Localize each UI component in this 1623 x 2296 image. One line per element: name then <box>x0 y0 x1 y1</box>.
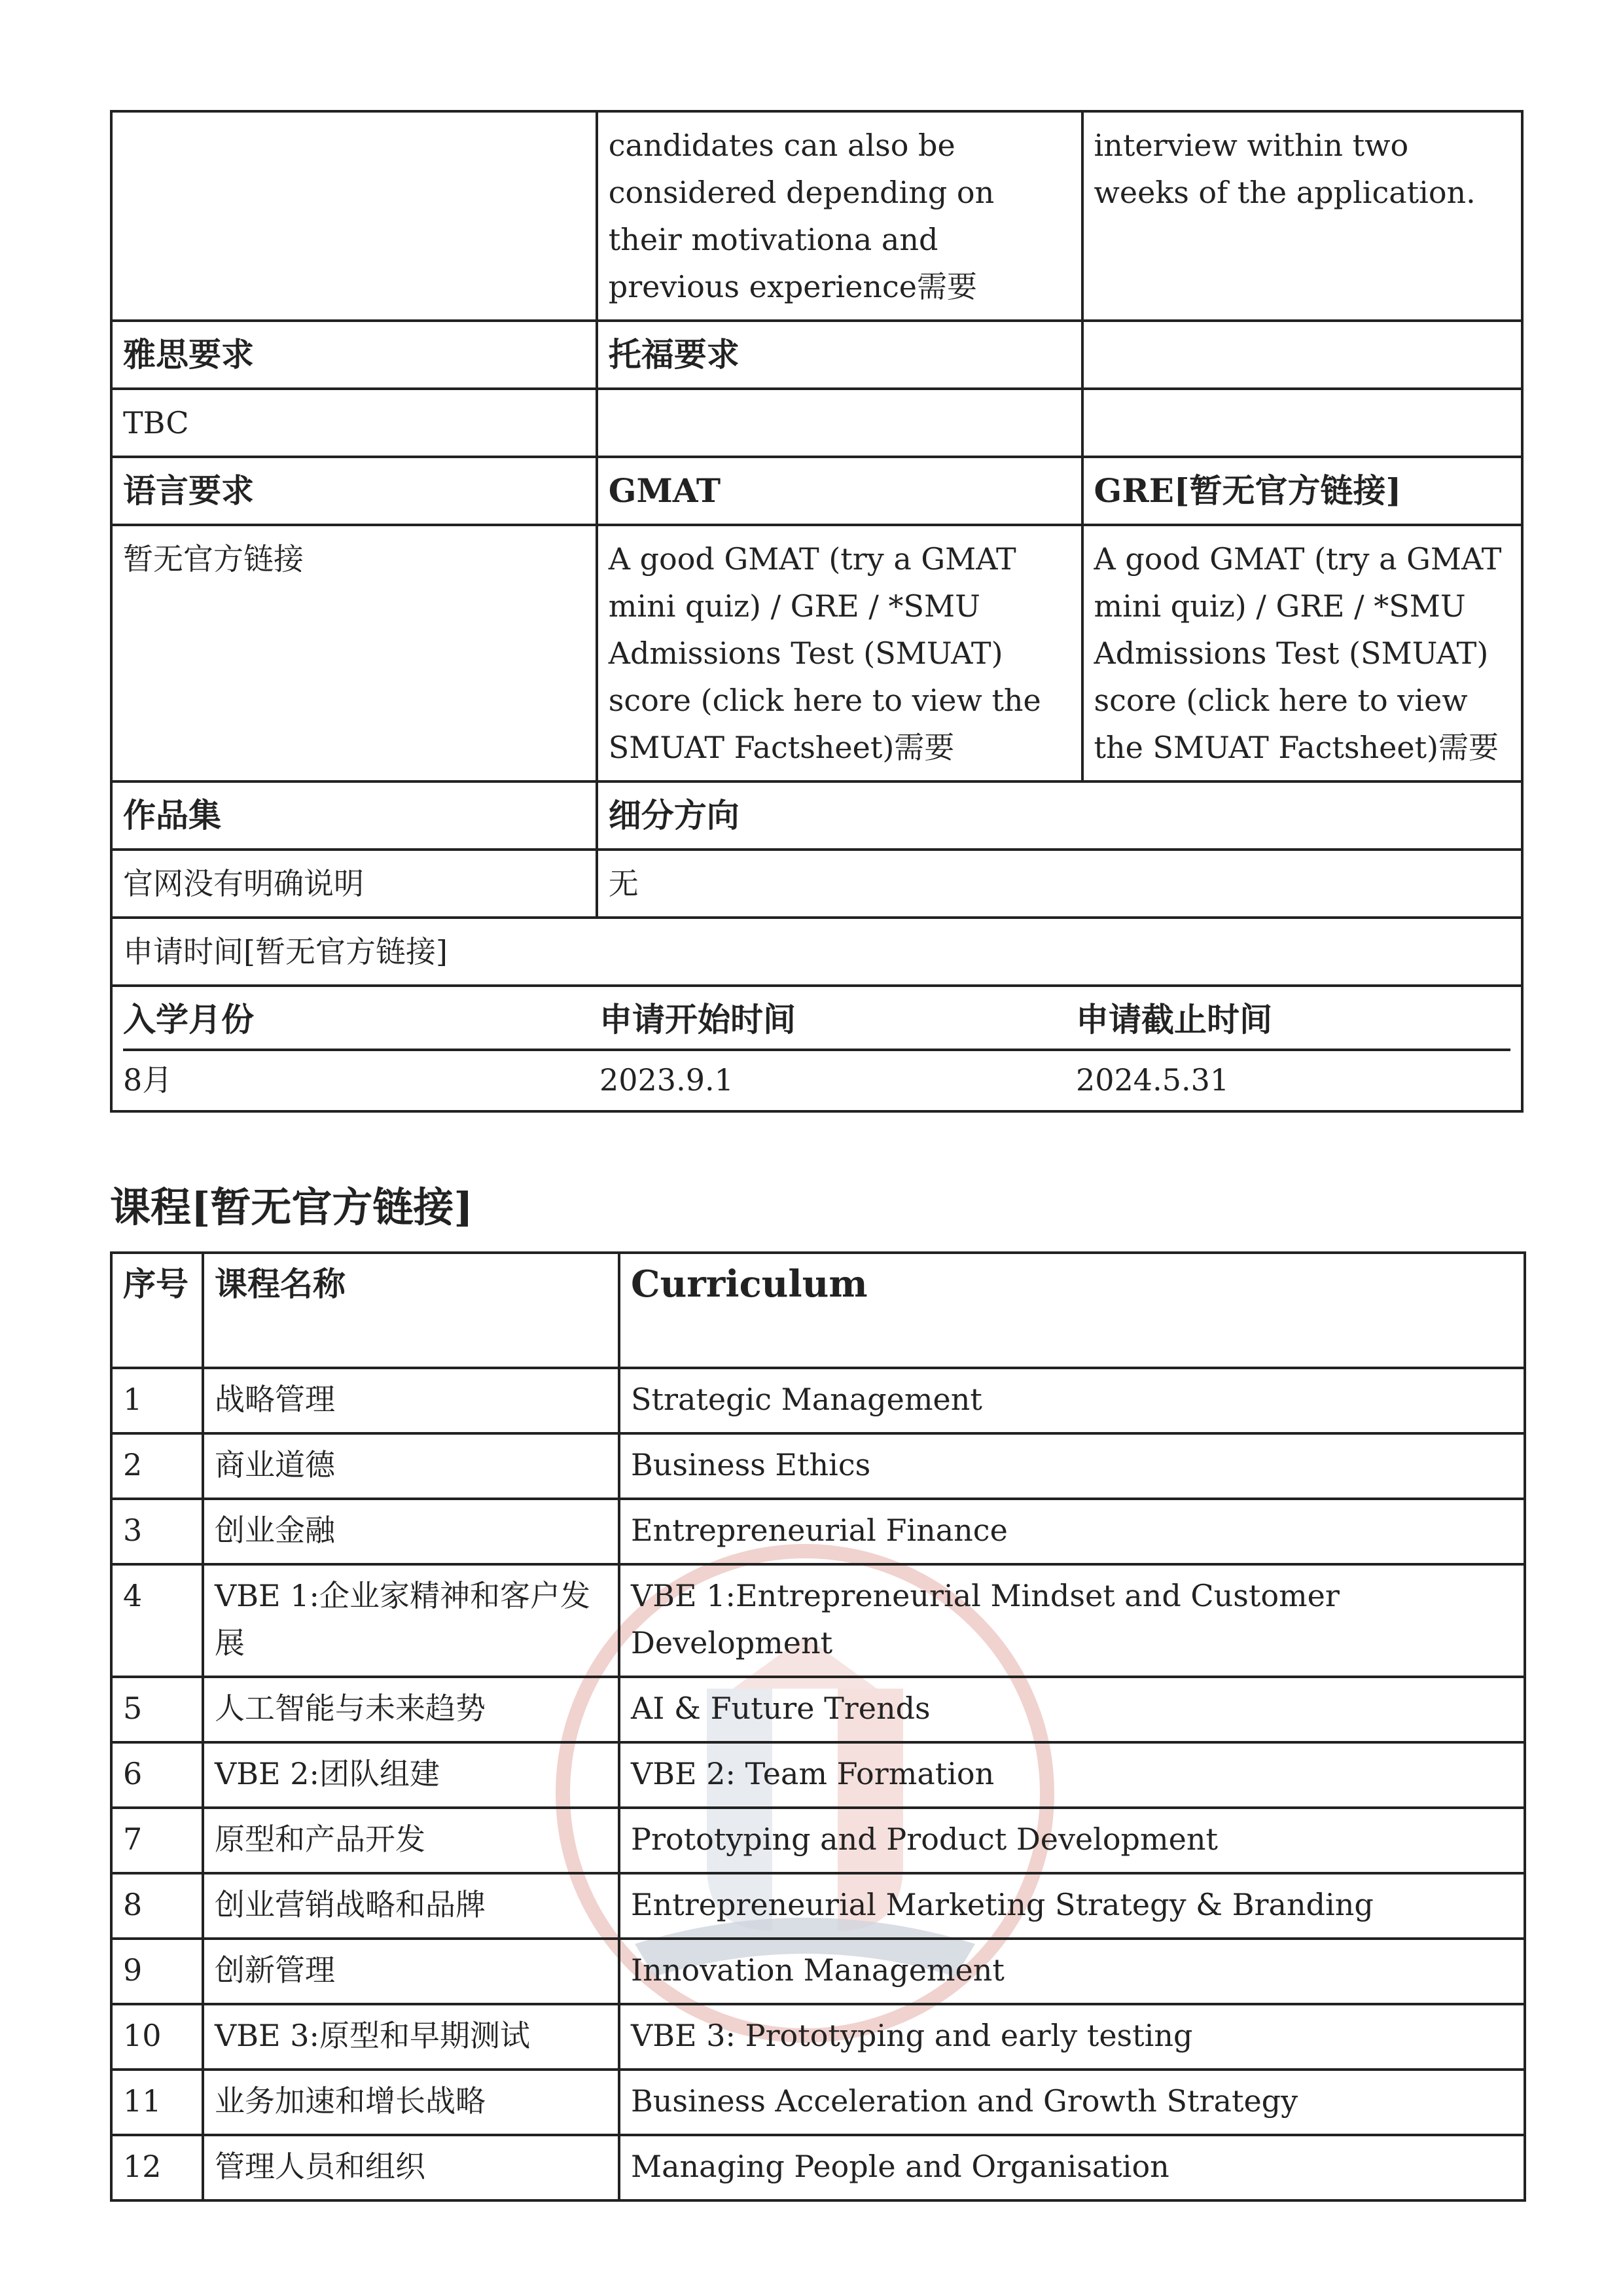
language-header: 语言要求 <box>111 457 597 525</box>
course-no-cell: 2 <box>111 1433 203 1499</box>
table-row <box>111 1368 1525 1433</box>
table-header-row <box>111 1253 1525 1368</box>
portfolio-header: 作品集 <box>111 781 597 850</box>
course-no-cell: 8 <box>111 1873 203 1939</box>
course-curriculum-cell: Business Ethics <box>619 1433 1525 1499</box>
ielts-header: 雅思要求 <box>111 321 597 389</box>
empty-cell <box>597 389 1082 457</box>
course-name-cell: 原型和产品开发 <box>203 1808 619 1873</box>
course-name-cell: 创新管理 <box>203 1939 619 2004</box>
course-name-cell: VBE 2:团队组建 <box>203 1742 619 1808</box>
table-row <box>111 1499 1525 1564</box>
table-row <box>111 918 1522 986</box>
curriculum-header: Curriculum <box>619 1253 1525 1368</box>
table-row <box>111 1564 1525 1677</box>
course-name-cell: 商业道德 <box>203 1433 619 1499</box>
course-curriculum-cell: Strategic Management <box>619 1368 1525 1433</box>
course-name-cell: 管理人员和组织 <box>203 2135 619 2200</box>
table-row <box>111 2135 1525 2200</box>
course-curriculum-cell: Entrepreneurial Finance <box>619 1499 1525 1564</box>
gre-value: A good GMAT (try a GMAT mini quiz) / GRE / *SMU Admissions Test (SMUAT) score (click here to view the SMUAT Factsheet)需要 <box>1082 525 1523 781</box>
course-no-cell: 6 <box>111 1742 203 1808</box>
course-no-cell: 10 <box>111 2004 203 2070</box>
dates-header-row <box>123 987 1510 1051</box>
course-name-cell: 业务加速和增长战略 <box>203 2070 619 2135</box>
application-time-title: 申请时间[暂无官方链接] <box>111 918 1522 986</box>
table-row <box>111 389 1522 457</box>
ielts-value: TBC <box>111 389 597 457</box>
course-curriculum-cell: AI & Future Trends <box>619 1677 1525 1742</box>
course-no-cell: 7 <box>111 1808 203 1873</box>
name-header: 课程名称 <box>203 1253 619 1368</box>
course-name-cell: 战略管理 <box>203 1368 619 1433</box>
course-curriculum-cell: Prototyping and Product Development <box>619 1808 1525 1873</box>
course-no-cell: 3 <box>111 1499 203 1564</box>
course-name-cell: VBE 3:原型和早期测试 <box>203 2004 619 2070</box>
table-row <box>111 1873 1525 1939</box>
course-no-cell: 9 <box>111 1939 203 2004</box>
table-row <box>111 457 1522 525</box>
table-row <box>111 111 1522 321</box>
courses-title: 课程[暂无官方链接] <box>110 1183 473 1231</box>
intake-value: 8月 <box>123 1062 173 1098</box>
gmat-header: GMAT <box>597 457 1082 525</box>
start-header: 申请开始时间 <box>599 1000 796 1039</box>
dates-value-row <box>113 1051 1521 1110</box>
portfolio-value: 官网没有明确说明 <box>111 850 597 918</box>
course-name-cell: 创业金融 <box>203 1499 619 1564</box>
course-curriculum-cell: Entrepreneurial Marketing Strategy & Branding <box>619 1873 1525 1939</box>
application-dates-cell <box>111 986 1522 1111</box>
table-row <box>111 2070 1525 2135</box>
intake-header: 入学月份 <box>123 1000 254 1039</box>
requirements-cell: candidates can also be considered depending on their motivationa and previous experience需要 <box>597 111 1082 321</box>
no-header: 序号 <box>111 1253 203 1368</box>
course-no-cell: 1 <box>111 1368 203 1433</box>
deadline-value: 2024.5.31 <box>1076 1062 1230 1098</box>
course-name-cell: 人工智能与未来趋势 <box>203 1677 619 1742</box>
empty-cell <box>1082 389 1523 457</box>
direction-header: 细分方向 <box>597 781 1522 850</box>
table-row <box>111 986 1522 1111</box>
requirements-cell: interview within two weeks of the application. <box>1082 111 1523 321</box>
table-row <box>111 781 1522 850</box>
course-curriculum-cell: VBE 1:Entrepreneurial Mindset and Customer Development <box>619 1564 1525 1677</box>
table-row <box>111 850 1522 918</box>
course-name-cell: VBE 1:企业家精神和客户发展 <box>203 1564 619 1677</box>
course-name-cell: 创业营销战略和品牌 <box>203 1873 619 1939</box>
course-curriculum-cell: VBE 2: Team Formation <box>619 1742 1525 1808</box>
course-no-cell: 12 <box>111 2135 203 2200</box>
course-curriculum-cell: Business Acceleration and Growth Strategy <box>619 2070 1525 2135</box>
table-row <box>111 1433 1525 1499</box>
table-row <box>111 1808 1525 1873</box>
table-row <box>111 1742 1525 1808</box>
course-curriculum-cell: Innovation Management <box>619 1939 1525 2004</box>
requirements-table <box>110 110 1524 1113</box>
course-no-cell: 5 <box>111 1677 203 1742</box>
course-curriculum-cell: Managing People and Organisation <box>619 2135 1525 2200</box>
requirements-cell <box>111 111 597 321</box>
table-row <box>111 2004 1525 2070</box>
language-value: 暂无官方链接 <box>111 525 597 781</box>
gmat-value: A good GMAT (try a GMAT mini quiz) / GRE / *SMU Admissions Test (SMUAT) score (click here to view the SMUAT Factsheet)需要 <box>597 525 1082 781</box>
direction-value: 无 <box>597 850 1522 918</box>
empty-cell <box>1082 321 1523 389</box>
gre-header: GRE[暂无官方链接] <box>1082 457 1523 525</box>
toefl-header: 托福要求 <box>597 321 1082 389</box>
course-no-cell: 11 <box>111 2070 203 2135</box>
course-no-cell: 4 <box>111 1564 203 1677</box>
course-rows <box>111 1368 1525 2200</box>
courses-table <box>110 1251 1526 2202</box>
table-row <box>111 1939 1525 2004</box>
table-row <box>111 1677 1525 1742</box>
course-curriculum-cell: VBE 3: Prototyping and early testing <box>619 2004 1525 2070</box>
table-row <box>111 525 1522 781</box>
table-row <box>111 321 1522 389</box>
deadline-header: 申请截止时间 <box>1076 1000 1272 1039</box>
start-value: 2023.9.1 <box>599 1062 734 1098</box>
